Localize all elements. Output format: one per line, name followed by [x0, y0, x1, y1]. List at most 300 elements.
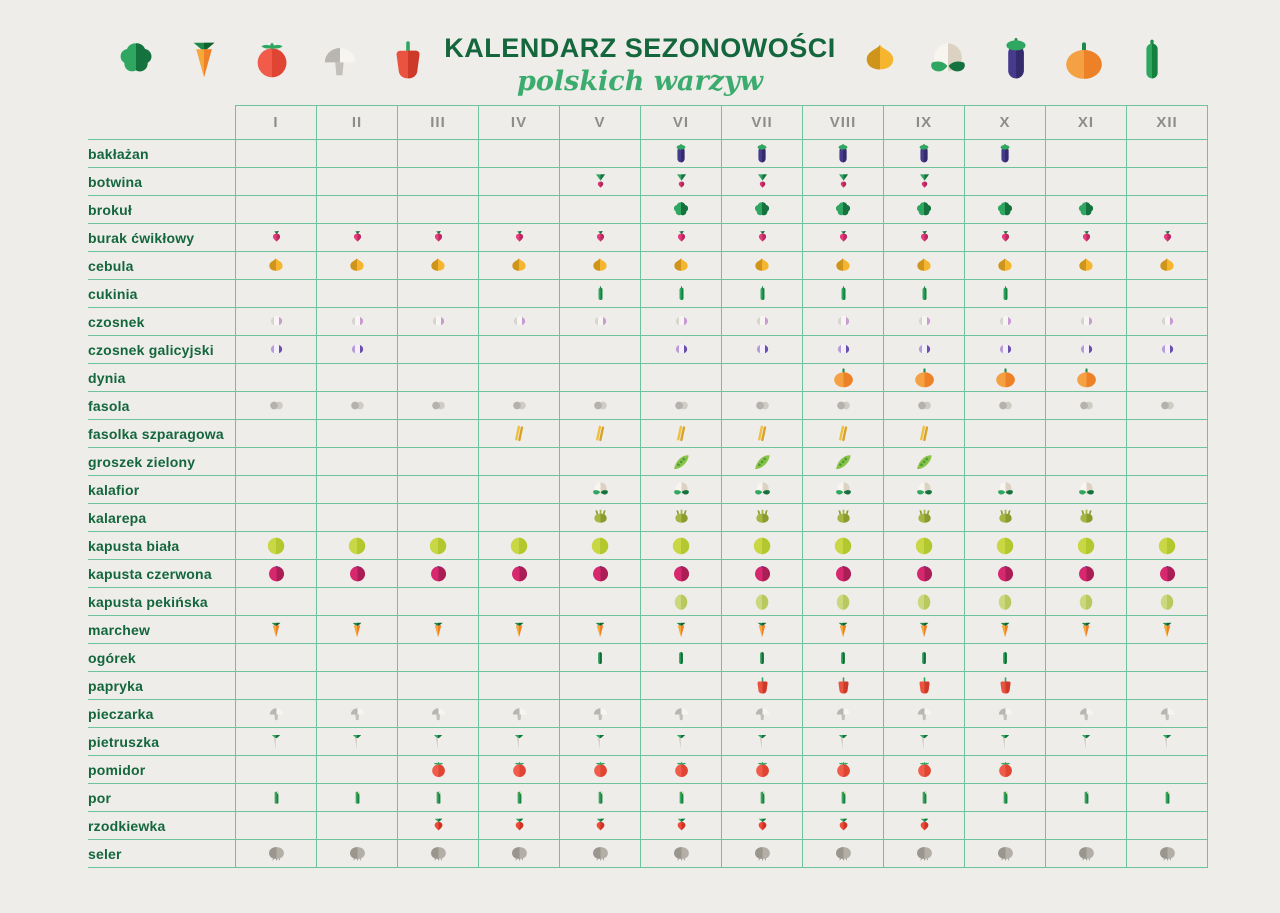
broccoli-icon [994, 199, 1016, 221]
cell-beetgreens-11 [1046, 168, 1127, 196]
cell-pea-2 [317, 448, 398, 476]
cell-cabbagered-2 [317, 560, 398, 588]
mushroom-icon [833, 703, 854, 724]
cell-beetgreens-2 [317, 168, 398, 196]
cell-broccoli-3 [398, 196, 479, 224]
cell-cauliflower-10 [965, 476, 1046, 504]
cell-kohlrabi-9 [884, 504, 965, 532]
cell-garlic-1 [236, 308, 317, 336]
cell-pumpkin-2 [317, 364, 398, 392]
cell-carrot-10 [965, 616, 1046, 644]
cell-mushroom-7 [722, 700, 803, 728]
cell-mushroom-5 [560, 700, 641, 728]
eggplant-icon [751, 143, 773, 165]
cucumber-icon [591, 649, 609, 667]
cabbagered-icon [265, 562, 288, 585]
onion-icon [856, 36, 904, 84]
cell-pepper-5 [560, 672, 641, 700]
cell-beetroot-7 [722, 224, 803, 252]
month-header-XI: XI [1046, 106, 1127, 140]
cell-pumpkin-7 [722, 364, 803, 392]
cell-cauliflower-7 [722, 476, 803, 504]
cell-cucumber-10 [965, 644, 1046, 672]
cell-beetroot-3 [398, 224, 479, 252]
cell-napa-6 [641, 588, 722, 616]
cell-garlic2-8 [803, 336, 884, 364]
cell-pepper-1 [236, 672, 317, 700]
cell-garlic-7 [722, 308, 803, 336]
parsley-icon [590, 732, 610, 752]
cell-parsley-3 [398, 728, 479, 756]
cell-leek-9 [884, 784, 965, 812]
row-label: burak ćwikłowy [88, 224, 236, 252]
cell-leek-4 [479, 784, 560, 812]
row-label: rzodkiewka [88, 812, 236, 840]
cell-onion-3 [398, 252, 479, 280]
parsley-icon [266, 732, 286, 752]
pea-icon [832, 451, 854, 473]
beetroot-icon [754, 229, 771, 246]
table-row-napa [88, 588, 1208, 616]
cell-onion-5 [560, 252, 641, 280]
cell-cabbagered-6 [641, 560, 722, 588]
garlic-icon [995, 311, 1016, 332]
cell-kohlrabi-2 [317, 504, 398, 532]
cell-mushroom-2 [317, 700, 398, 728]
cabbagewhite-icon [1074, 534, 1098, 558]
mushroom-icon [995, 703, 1016, 724]
cell-pepper-2 [317, 672, 398, 700]
beetroot-icon [1159, 229, 1176, 246]
cell-parsley-4 [479, 728, 560, 756]
cell-pumpkin-11 [1046, 364, 1127, 392]
cabbagewhite-icon [426, 534, 450, 558]
cell-kohlrabi-1 [236, 504, 317, 532]
parsley-icon [914, 732, 934, 752]
cucumber-icon [996, 649, 1014, 667]
cell-cauliflower-1 [236, 476, 317, 504]
cell-pepper-8 [803, 672, 884, 700]
cell-cabbagewhite-9 [884, 532, 965, 560]
celeriac-icon [1156, 842, 1179, 865]
napa-icon [1075, 591, 1097, 613]
beetroot-icon [997, 229, 1014, 246]
row-label: cukinia [88, 280, 236, 308]
cell-zucchini-8 [803, 280, 884, 308]
onion-icon [1074, 254, 1098, 278]
cell-kohlrabi-7 [722, 504, 803, 532]
leek-icon [835, 789, 852, 806]
napa-icon [913, 591, 935, 613]
row-label: bakłażan [88, 140, 236, 168]
bean-icon [671, 395, 692, 416]
cell-pepper-10 [965, 672, 1046, 700]
pumpkin-icon [912, 365, 937, 390]
cell-garlic-10 [965, 308, 1046, 336]
broccoli-icon [913, 199, 935, 221]
cell-zucchini-11 [1046, 280, 1127, 308]
cell-greenbean-9 [884, 420, 965, 448]
bean-icon [1076, 395, 1097, 416]
zucchini-icon [997, 285, 1014, 302]
cell-bean-8 [803, 392, 884, 420]
cell-mushroom-8 [803, 700, 884, 728]
cabbagered-icon [346, 562, 369, 585]
cell-cauliflower-12 [1127, 476, 1208, 504]
seasonality-table [88, 105, 1208, 868]
onion-icon [1155, 254, 1179, 278]
table-row-tomato [88, 756, 1208, 784]
beetgreens-icon [834, 172, 853, 191]
bean-icon [509, 395, 530, 416]
tomato-icon [833, 759, 854, 780]
cabbagered-icon [1075, 562, 1098, 585]
table-row-eggplant [88, 140, 1208, 168]
bean-icon [833, 395, 854, 416]
garlic2-icon [671, 339, 692, 360]
table-row-celeriac [88, 840, 1208, 868]
cell-cauliflower-6 [641, 476, 722, 504]
cabbagewhite-icon [507, 534, 531, 558]
cell-parsley-11 [1046, 728, 1127, 756]
cabbagered-icon [994, 562, 1017, 585]
cell-pea-11 [1046, 448, 1127, 476]
cell-radish-2 [317, 812, 398, 840]
cell-beetroot-8 [803, 224, 884, 252]
kohlrabi-icon [590, 507, 611, 528]
cell-zucchini-4 [479, 280, 560, 308]
cell-zucchini-2 [317, 280, 398, 308]
celeriac-icon [427, 842, 450, 865]
cell-pea-6 [641, 448, 722, 476]
cell-pepper-6 [641, 672, 722, 700]
table-row-garlic [88, 308, 1208, 336]
cell-beetgreens-12 [1127, 168, 1208, 196]
cell-broccoli-6 [641, 196, 722, 224]
cell-cucumber-11 [1046, 644, 1127, 672]
beetroot-icon [835, 229, 852, 246]
bean-icon [1157, 395, 1178, 416]
garlic-icon [833, 311, 854, 332]
parsley-icon [671, 732, 691, 752]
cell-beetgreens-3 [398, 168, 479, 196]
cell-pumpkin-6 [641, 364, 722, 392]
cucumber-icon [834, 649, 852, 667]
table-row-pea [88, 448, 1208, 476]
cabbagered-icon [508, 562, 531, 585]
month-header-X: X [965, 106, 1046, 140]
greenbean-icon [671, 423, 692, 444]
kohlrabi-icon [914, 507, 935, 528]
cell-cucumber-7 [722, 644, 803, 672]
onion-icon [831, 254, 855, 278]
greenbean-icon [509, 423, 530, 444]
table-row-bean [88, 392, 1208, 420]
celeriac-icon [589, 842, 612, 865]
radish-icon [915, 816, 934, 835]
kohlrabi-icon [1076, 507, 1097, 528]
cell-pepper-9 [884, 672, 965, 700]
cell-bean-9 [884, 392, 965, 420]
row-label: pietruszka [88, 728, 236, 756]
cell-beetroot-9 [884, 224, 965, 252]
cell-cabbagered-7 [722, 560, 803, 588]
cell-tomato-12 [1127, 756, 1208, 784]
radish-icon [753, 816, 772, 835]
cucumber-icon [753, 649, 771, 667]
beetroot-icon [592, 229, 609, 246]
cell-pea-9 [884, 448, 965, 476]
cell-radish-1 [236, 812, 317, 840]
cell-onion-2 [317, 252, 398, 280]
table-row-cabbagewhite [88, 532, 1208, 560]
row-label: por [88, 784, 236, 812]
cell-kohlrabi-3 [398, 504, 479, 532]
cell-cucumber-8 [803, 644, 884, 672]
cell-cabbagewhite-2 [317, 532, 398, 560]
napa-icon [832, 591, 854, 613]
cell-pepper-7 [722, 672, 803, 700]
cell-cauliflower-3 [398, 476, 479, 504]
cell-bean-4 [479, 392, 560, 420]
cell-beetgreens-6 [641, 168, 722, 196]
cell-mushroom-10 [965, 700, 1046, 728]
row-label: kalarepa [88, 504, 236, 532]
cell-cabbagered-4 [479, 560, 560, 588]
cell-garlic-4 [479, 308, 560, 336]
cell-pea-7 [722, 448, 803, 476]
row-label: ogórek [88, 644, 236, 672]
celeriac-icon [913, 842, 936, 865]
cell-onion-1 [236, 252, 317, 280]
cell-leek-1 [236, 784, 317, 812]
cell-greenbean-12 [1127, 420, 1208, 448]
cell-cucumber-3 [398, 644, 479, 672]
cell-eggplant-3 [398, 140, 479, 168]
cell-garlic-2 [317, 308, 398, 336]
parsley-icon [428, 732, 448, 752]
cell-bean-12 [1127, 392, 1208, 420]
mushroom-icon [1157, 703, 1178, 724]
cell-eggplant-6 [641, 140, 722, 168]
cauliflower-icon [914, 479, 935, 500]
zucchini-icon [835, 285, 852, 302]
row-label: pomidor [88, 756, 236, 784]
leek-icon [511, 789, 528, 806]
kohlrabi-icon [671, 507, 692, 528]
napa-icon [670, 591, 692, 613]
zucchini-icon [754, 285, 771, 302]
row-label: papryka [88, 672, 236, 700]
cell-onion-7 [722, 252, 803, 280]
cell-beetroot-2 [317, 224, 398, 252]
cell-mushroom-12 [1127, 700, 1208, 728]
celeriac-icon [508, 842, 531, 865]
cabbagered-icon [589, 562, 612, 585]
garlic2-icon [266, 339, 287, 360]
month-header-XII: XII [1127, 106, 1208, 140]
greenbean-icon [833, 423, 854, 444]
cell-bean-6 [641, 392, 722, 420]
broccoli-icon [670, 199, 692, 221]
cell-onion-8 [803, 252, 884, 280]
beetroot-icon [916, 229, 933, 246]
cell-pea-10 [965, 448, 1046, 476]
onion-icon [588, 254, 612, 278]
beetgreens-icon [591, 172, 610, 191]
cabbagewhite-icon [831, 534, 855, 558]
pumpkin-icon [831, 365, 856, 390]
cell-onion-4 [479, 252, 560, 280]
carrot-icon [1076, 620, 1096, 640]
cabbagered-icon [427, 562, 450, 585]
row-label: czosnek galicyjski [88, 336, 236, 364]
beetroot-icon [268, 229, 285, 246]
cell-celeriac-2 [317, 840, 398, 868]
garlic2-icon [752, 339, 773, 360]
cell-celeriac-1 [236, 840, 317, 868]
cell-zucchini-12 [1127, 280, 1208, 308]
pepper-icon [995, 675, 1016, 696]
cell-eggplant-8 [803, 140, 884, 168]
cell-mushroom-3 [398, 700, 479, 728]
cell-broccoli-7 [722, 196, 803, 224]
cell-leek-10 [965, 784, 1046, 812]
cell-garlic2-10 [965, 336, 1046, 364]
cell-pumpkin-4 [479, 364, 560, 392]
carrot-icon [1157, 620, 1177, 640]
cell-garlic-9 [884, 308, 965, 336]
pumpkin-icon [1074, 365, 1099, 390]
cell-beetgreens-7 [722, 168, 803, 196]
carrot-icon [428, 620, 448, 640]
cell-parsley-1 [236, 728, 317, 756]
mushroom-icon [1076, 703, 1097, 724]
cell-pumpkin-1 [236, 364, 317, 392]
cell-broccoli-10 [965, 196, 1046, 224]
month-header-VI: VI [641, 106, 722, 140]
cell-zucchini-3 [398, 280, 479, 308]
cell-celeriac-7 [722, 840, 803, 868]
parsley-icon [833, 732, 853, 752]
cell-carrot-1 [236, 616, 317, 644]
cabbagewhite-icon [912, 534, 936, 558]
cell-pumpkin-10 [965, 364, 1046, 392]
beetroot-icon [349, 229, 366, 246]
month-header-IV: IV [479, 106, 560, 140]
cell-parsley-5 [560, 728, 641, 756]
pea-icon [913, 451, 935, 473]
table-row-parsley [88, 728, 1208, 756]
cell-cauliflower-2 [317, 476, 398, 504]
zucchini-icon [592, 285, 609, 302]
radish-icon [429, 816, 448, 835]
parsley-icon [752, 732, 772, 752]
cell-napa-2 [317, 588, 398, 616]
cell-beetroot-4 [479, 224, 560, 252]
onion-icon [507, 254, 531, 278]
cell-leek-7 [722, 784, 803, 812]
cell-pepper-3 [398, 672, 479, 700]
table-row-beetgreens [88, 168, 1208, 196]
row-label: kapusta pekińska [88, 588, 236, 616]
parsley-icon [347, 732, 367, 752]
cell-parsley-12 [1127, 728, 1208, 756]
cell-kohlrabi-8 [803, 504, 884, 532]
zucchini-icon [1128, 36, 1176, 84]
cell-radish-4 [479, 812, 560, 840]
cell-garlic2-3 [398, 336, 479, 364]
cell-parsley-9 [884, 728, 965, 756]
cell-cabbagewhite-6 [641, 532, 722, 560]
cell-garlic-8 [803, 308, 884, 336]
cauliflower-icon [752, 479, 773, 500]
month-header-III: III [398, 106, 479, 140]
beetroot-icon [511, 229, 528, 246]
cell-garlic2-12 [1127, 336, 1208, 364]
onion-icon [750, 254, 774, 278]
cell-napa-7 [722, 588, 803, 616]
cell-cabbagered-12 [1127, 560, 1208, 588]
cell-napa-1 [236, 588, 317, 616]
bean-icon [995, 395, 1016, 416]
beetroot-icon [1078, 229, 1095, 246]
cell-parsley-7 [722, 728, 803, 756]
cell-tomato-10 [965, 756, 1046, 784]
greenbean-icon [752, 423, 773, 444]
row-label: dynia [88, 364, 236, 392]
cell-cabbagered-8 [803, 560, 884, 588]
eggplant-icon [670, 143, 692, 165]
cell-beetroot-10 [965, 224, 1046, 252]
cell-radish-6 [641, 812, 722, 840]
cell-tomato-1 [236, 756, 317, 784]
table-row-zucchini [88, 280, 1208, 308]
cucumber-icon [915, 649, 933, 667]
cell-cauliflower-4 [479, 476, 560, 504]
napa-icon [1156, 591, 1178, 613]
beetroot-icon [430, 229, 447, 246]
carrot-icon [833, 620, 853, 640]
pumpkin-icon [1060, 36, 1108, 84]
pepper-icon [752, 675, 773, 696]
month-header-VII: VII [722, 106, 803, 140]
cell-leek-3 [398, 784, 479, 812]
garlic-icon [266, 311, 287, 332]
table-row-onion [88, 252, 1208, 280]
tomato-icon [995, 759, 1016, 780]
parsley-icon [509, 732, 529, 752]
cell-radish-3 [398, 812, 479, 840]
cell-carrot-9 [884, 616, 965, 644]
tomato-icon [590, 759, 611, 780]
cabbagewhite-icon [1155, 534, 1179, 558]
cell-bean-2 [317, 392, 398, 420]
mushroom-icon [914, 703, 935, 724]
cell-tomato-4 [479, 756, 560, 784]
cell-beetgreens-5 [560, 168, 641, 196]
cauliflower-icon [924, 36, 972, 84]
cell-pumpkin-9 [884, 364, 965, 392]
table-row-carrot [88, 616, 1208, 644]
mushroom-icon [347, 703, 368, 724]
garlic2-icon [347, 339, 368, 360]
row-label: czosnek [88, 308, 236, 336]
celeriac-icon [265, 842, 288, 865]
cell-cabbagewhite-1 [236, 532, 317, 560]
row-label: brokuł [88, 196, 236, 224]
cell-zucchini-9 [884, 280, 965, 308]
